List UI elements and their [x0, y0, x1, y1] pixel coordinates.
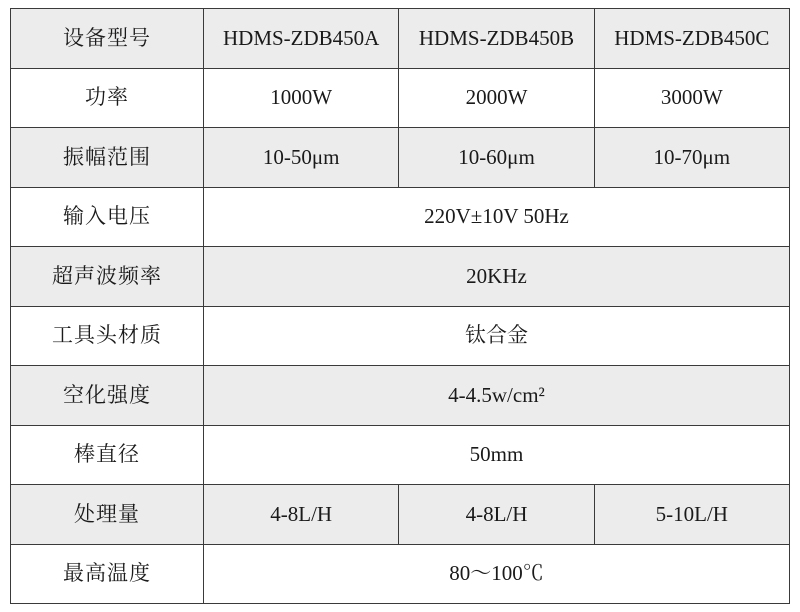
- row-value-cell: 4-8L/H: [399, 485, 594, 545]
- table-row: [11, 544, 790, 604]
- row-value-cell: 10-70μm: [594, 128, 789, 188]
- row-label-cell: 输入电压: [11, 187, 204, 247]
- table-row: [11, 425, 790, 485]
- row-value-cell: 4-8L/H: [204, 485, 399, 545]
- row-value-cell: HDMS-ZDB450A: [204, 9, 399, 69]
- row-value-cell: 220V±10V 50Hz: [204, 187, 790, 247]
- row-value-cell: 10-50μm: [204, 128, 399, 188]
- row-label-cell: 超声波频率: [11, 247, 204, 307]
- table-body: [11, 9, 790, 604]
- row-label-cell: 最高温度: [11, 544, 204, 604]
- row-value-cell: 4-4.5w/cm²: [204, 366, 790, 426]
- row-value-cell: 5-10L/H: [594, 485, 789, 545]
- row-label-cell: 工具头材质: [11, 306, 204, 366]
- row-value-cell: 3000W: [594, 68, 789, 128]
- table-row: [11, 306, 790, 366]
- row-value-cell: 10-60μm: [399, 128, 594, 188]
- row-label-cell: 功率: [11, 68, 204, 128]
- row-label-cell: 处理量: [11, 485, 204, 545]
- row-value-cell: 1000W: [204, 68, 399, 128]
- table-row: [11, 485, 790, 545]
- row-label-cell: 振幅范围: [11, 128, 204, 188]
- row-value-cell: 80～100℃: [204, 544, 790, 604]
- table-row: [11, 247, 790, 307]
- row-value-cell: HDMS-ZDB450C: [594, 9, 789, 69]
- table-row: [11, 9, 790, 69]
- table-row: [11, 366, 790, 426]
- row-value-cell: 2000W: [399, 68, 594, 128]
- row-label-cell: 棒直径: [11, 425, 204, 485]
- row-label-cell: 空化强度: [11, 366, 204, 426]
- row-value-cell: 钛合金: [204, 306, 790, 366]
- table-row: [11, 68, 790, 128]
- row-value-cell: HDMS-ZDB450B: [399, 9, 594, 69]
- row-label-cell: 设备型号: [11, 9, 204, 69]
- table-row: [11, 187, 790, 247]
- table-row: [11, 128, 790, 188]
- specification-table: [10, 8, 790, 604]
- row-value-cell: 50mm: [204, 425, 790, 485]
- row-value-cell: 20KHz: [204, 247, 790, 307]
